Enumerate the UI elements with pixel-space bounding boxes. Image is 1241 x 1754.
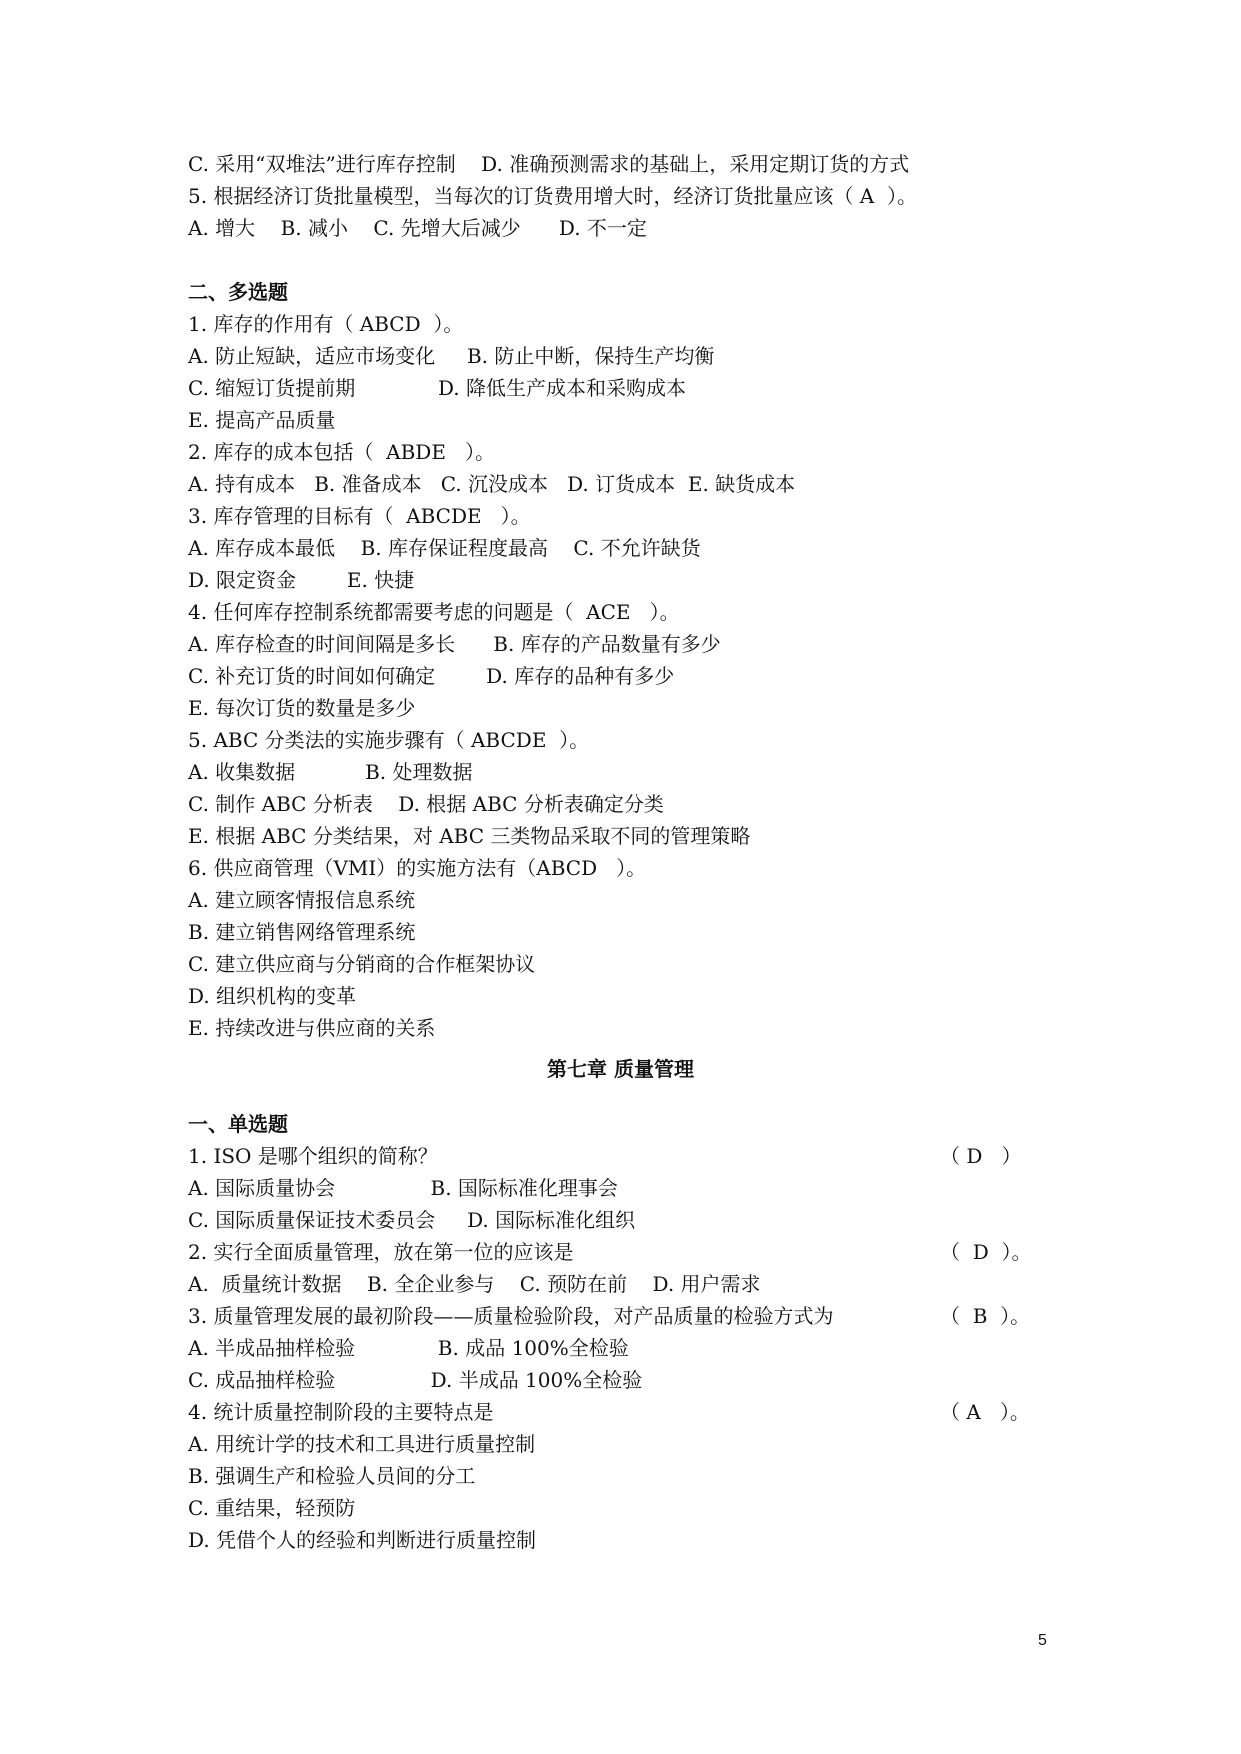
text-line: 5. 根据经济订货批量模型，当每次的订货费用增大时，经济订货批量应该（ A ）。 xyxy=(188,184,917,208)
text-line: 2. 库存的成本包括（ ABDE ）。 xyxy=(188,440,496,464)
text-line: B. 强调生产和检验人员间的分工 xyxy=(188,1464,476,1488)
text-line: D. 限定资金 E. 快捷 xyxy=(188,568,415,592)
text-line: 1. 库存的作用有（ ABCD ）。 xyxy=(188,312,464,336)
answer-bracket: （ D ）。 xyxy=(940,1240,1032,1264)
page-number: 5 xyxy=(1038,1632,1047,1649)
text-line: E. 提高产品质量 xyxy=(188,408,336,432)
text-line: 3. 库存管理的目标有（ ABCDE ）。 xyxy=(188,504,531,528)
text-line: C. 国际质量保证技术委员会 D. 国际标准化组织 xyxy=(188,1208,636,1232)
section-heading: 二、多选题 xyxy=(188,280,288,304)
text-line: B. 建立销售网络管理系统 xyxy=(188,920,416,944)
text-line: A. 防止短缺，适应市场变化 B. 防止中断，保持生产均衡 xyxy=(188,344,715,368)
text-line: D. 凭借个人的经验和判断进行质量控制 xyxy=(188,1528,537,1552)
text-line: A. 半成品抽样检验 B. 成品 100%全检验 xyxy=(188,1336,629,1360)
chapter-title: 第七章 质量管理 xyxy=(547,1057,694,1081)
section-heading: 一、单选题 xyxy=(188,1112,288,1136)
text-line: 2. 实行全面质量管理，放在第一位的应该是 xyxy=(188,1240,574,1264)
text-line: A. 库存成本最低 B. 库存保证程度最高 C. 不允许缺货 xyxy=(188,536,701,560)
text-line: 1. ISO 是哪个组织的简称？ xyxy=(188,1144,438,1168)
text-line: C. 补充订货的时间如何确定 D. 库存的品种有多少 xyxy=(188,664,675,688)
text-line: E. 根据 ABC 分类结果，对 ABC 三类物品采取不同的管理策略 xyxy=(188,824,751,848)
text-line: A. 建立顾客情报信息系统 xyxy=(188,888,416,912)
text-line: C. 建立供应商与分销商的合作框架协议 xyxy=(188,952,536,976)
text-line: E. 持续改进与供应商的关系 xyxy=(188,1016,436,1040)
text-line: C. 制作 ABC 分析表 D. 根据 ABC 分析表确定分类 xyxy=(188,792,664,816)
text-line: 5. ABC 分类法的实施步骤有（ ABCDE ）。 xyxy=(188,728,590,752)
text-line: C. 缩短订货提前期 D. 降低生产成本和采购成本 xyxy=(188,376,686,400)
text-line: C. 重结果，轻预防 xyxy=(188,1496,356,1520)
text-line: A. 用统计学的技术和工具进行质量控制 xyxy=(188,1432,536,1456)
text-line: A. 国际质量协会 B. 国际标准化理事会 xyxy=(188,1176,618,1200)
text-line: E. 每次订货的数量是多少 xyxy=(188,696,416,720)
text-line: 4. 统计质量控制阶段的主要特点是 xyxy=(188,1400,494,1424)
answer-bracket: （ D ） xyxy=(940,1144,1022,1168)
answer-bracket: （ B ）。 xyxy=(940,1304,1031,1328)
text-line: D. 组织机构的变革 xyxy=(188,984,357,1008)
text-line: A. 持有成本 B. 准备成本 C. 沉没成本 D. 订货成本 E. 缺货成本 xyxy=(188,472,796,496)
text-line: A. 库存检查的时间间隔是多长 B. 库存的产品数量有多少 xyxy=(188,632,721,656)
text-line: C. 成品抽样检验 D. 半成品 100%全检验 xyxy=(188,1368,643,1392)
text-line: A. 增大 B. 减小 C. 先增大后减少 D. 不一定 xyxy=(188,216,647,240)
text-line: 6. 供应商管理（VMI）的实施方法有（ABCD ）。 xyxy=(188,856,647,880)
text-line: A. 收集数据 B. 处理数据 xyxy=(188,760,473,784)
text-line: 3. 质量管理发展的最初阶段——质量检验阶段，对产品质量的检验方式为 xyxy=(188,1304,834,1328)
text-line: C. 采用“双堆法”进行库存控制 D. 准确预测需求的基础上，采用定期订货的方式 xyxy=(188,152,910,176)
answer-bracket: （ A ）。 xyxy=(940,1400,1030,1424)
text-line: 4. 任何库存控制系统都需要考虑的问题是（ ACE ）。 xyxy=(188,600,680,624)
text-line: A. 质量统计数据 B. 全企业参与 C. 预防在前 D. 用户需求 xyxy=(188,1272,761,1296)
